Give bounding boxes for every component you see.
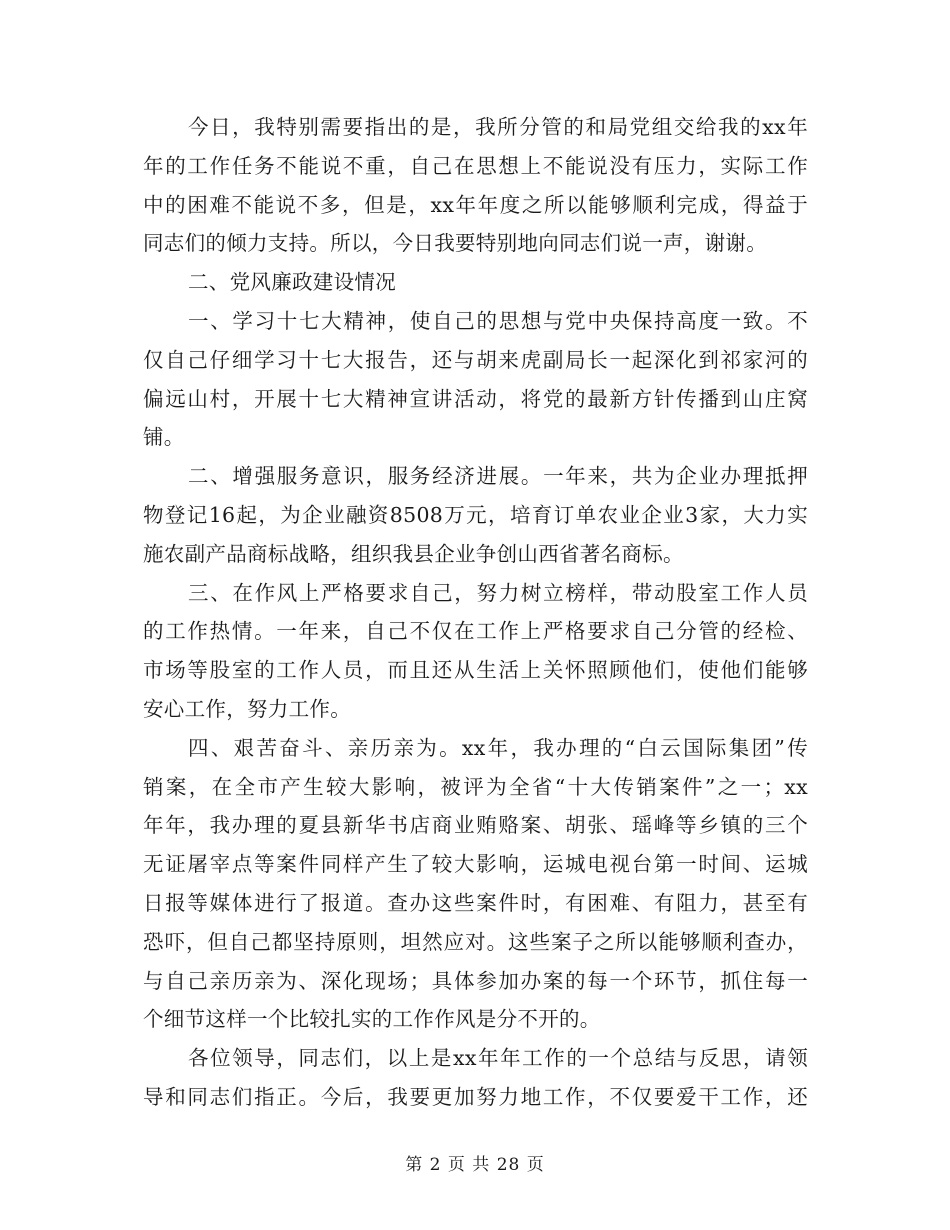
text-line: 个细节这样一个比较扎实的工作作风是分不开的。 bbox=[143, 1007, 601, 1032]
text-line: 二、增强服务意识，服务经济进展。一年来，共为企业办理抵押 bbox=[188, 464, 808, 489]
text-line: 四、艰苦奋斗、亲历亲为。xx年，我办理的“白云国际集团”传 bbox=[188, 735, 808, 760]
text-line: 一、学习十七大精神，使自己的思想与党中央保持高度一致。不 bbox=[188, 308, 808, 333]
text-line: 各位领导，同志们，以上是xx年年工作的一个总结与反思，请领 bbox=[188, 1046, 808, 1071]
text-line: 的工作热情。一年来，自己不仅在工作上严格要求自己分管的经检、 bbox=[143, 619, 808, 644]
text-line: 偏远山村，开展十七大精神宣讲活动，将党的最新方针传播到山庄窝 bbox=[143, 386, 808, 411]
page-footer: 第 2 页 共 28 页 bbox=[405, 1155, 545, 1175]
text-line: 仅自己仔细学习十七大报告，还与胡来虎副局长一起深化到祁家河的 bbox=[143, 347, 808, 372]
text-line: 无证屠宰点等案件同样产生了较大影响，运城电视台第一时间、运城 bbox=[143, 852, 808, 877]
text-line: 恐吓，但自己都坚持原则，坦然应对。这些案子之所以能够顺利查办， bbox=[143, 929, 808, 954]
document-body bbox=[143, 108, 808, 1117]
text-line: 导和同志们指正。今后，我要更加努力地工作，不仅要爱干工作，还 bbox=[143, 1084, 808, 1109]
text-line: 年年，我办理的夏县新华书店商业贿赂案、胡张、瑶峰等乡镇的三个 bbox=[143, 813, 808, 838]
text-line: 日报等媒体进行了报道。查办这些案件时，有困难、有阻力，甚至有 bbox=[143, 890, 808, 915]
text-line: 中的困难不能说不多，但是，xx年年度之所以能够顺利完成，得益于 bbox=[143, 192, 808, 217]
text-line: 物登记16起，为企业融资8508万元，培育订单农业企业3家，大力实 bbox=[143, 502, 808, 527]
text-line: 三、在作风上严格要求自己，努力树立榜样，带动股室工作人员 bbox=[188, 580, 808, 605]
text-line: 铺。 bbox=[143, 425, 185, 450]
text-line: 与自己亲历亲为、深化现场；具体参加办案的每一个环节，抓住每一 bbox=[143, 968, 808, 993]
text-line: 年的工作任务不能说不重，自己在思想上不能说没有压力，实际工作 bbox=[143, 153, 808, 178]
text-line: 施农副产品商标战略，组织我县企业争创山西省著名商标。 bbox=[143, 541, 684, 566]
text-line: 市场等股室的工作人员，而且还从生活上关怀照顾他们，使他们能够 bbox=[143, 658, 808, 683]
text-line: 今日，我特别需要指出的是，我所分管的和局党组交给我的xx年 bbox=[188, 115, 808, 139]
text-line: 同志们的倾力支持。所以，今日我要特别地向同志们说一声，谢谢。 bbox=[143, 231, 767, 256]
text-line: 二、党风廉政建设情况 bbox=[188, 270, 396, 295]
text-line: 销案，在全市产生较大影响，被评为全省“十大传销案件”之一；xx bbox=[143, 774, 808, 799]
text-line: 安心工作，努力工作。 bbox=[143, 696, 351, 721]
